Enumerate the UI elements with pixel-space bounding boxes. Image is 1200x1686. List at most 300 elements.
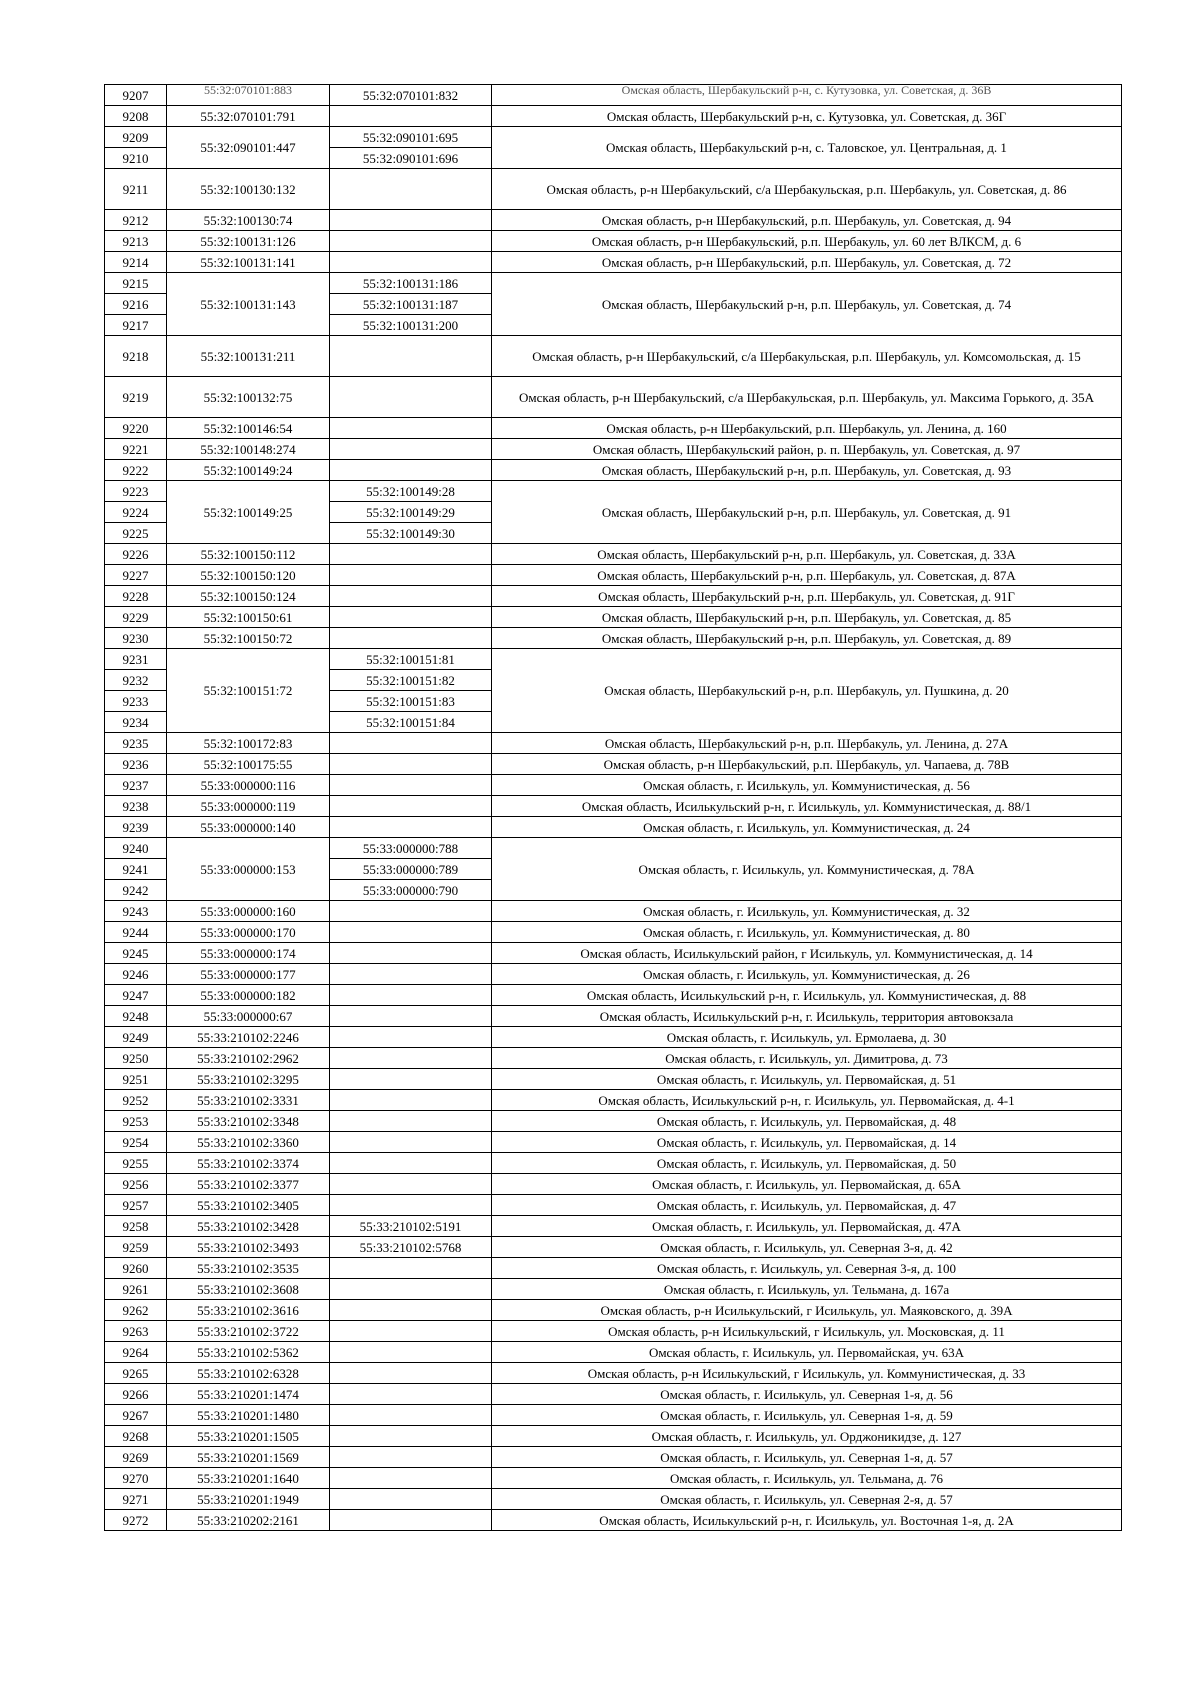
sub-cadastral-number-cell [330,1468,492,1489]
address-cell: Омская область, Шербакульский р-н, р.п. Шербакуль, ул. Советская, д. 74 [492,273,1122,336]
cadastral-number-cell: 55:32:100131:141 [167,252,330,273]
row-number-cell: 9209 [105,127,167,148]
row-number-cell: 9242 [105,880,167,901]
sub-cadastral-number-cell [330,336,492,377]
cadastral-number-cell: 55:33:000000:153 [167,838,330,901]
address-cell: Омская область, Исилькульский р-н, г. Исилькуль, территория автовокзала [492,1006,1122,1027]
address-cell: Омская область, г. Исилькуль, ул. Коммунистическая, д. 26 [492,964,1122,985]
row-number-cell: 9249 [105,1027,167,1048]
sub-cadastral-number-cell [330,922,492,943]
table-row [105,922,1122,943]
row-number-cell: 9223 [105,481,167,502]
cadastral-number-cell: 55:32:100150:124 [167,586,330,607]
cadastral-number-cell: 55:33:210102:5362 [167,1342,330,1363]
row-number-cell: 9217 [105,315,167,336]
address-cell: Омская область, Шербакульский р-н, р.п. Шербакуль, ул. Советская, д. 91 [492,481,1122,544]
row-number-cell: 9253 [105,1111,167,1132]
table-row [105,1153,1122,1174]
row-number-cell: 9225 [105,523,167,544]
row-number-cell: 9256 [105,1174,167,1195]
table-row [105,1111,1122,1132]
sub-cadastral-number-cell [330,1195,492,1216]
row-number-cell: 9235 [105,733,167,754]
cadastral-number-cell: 55:33:210102:3331 [167,1090,330,1111]
table-row [105,985,1122,1006]
sub-cadastral-number-cell [330,1006,492,1027]
cadastral-number-cell: 55:33:000000:174 [167,943,330,964]
address-cell: Омская область, р-н Шербакульский, р.п. Шербакуль, ул. Советская, д. 72 [492,252,1122,273]
address-cell: Омская область, г. Исилькуль, ул. Первомайская, д. 65А [492,1174,1122,1195]
address-cell: Омская область, р-н Шербакульский, р.п. Шербакуль, ул. Ленина, д. 160 [492,418,1122,439]
address-cell: Омская область, г. Исилькуль, ул. Коммунистическая, д. 80 [492,922,1122,943]
address-cell: Омская область, р-н Шербакульский, с/а Шербакульская, р.п. Шербакуль, ул. Советская, д. 86 [492,169,1122,210]
cadastral-number-cell: 55:32:100146:54 [167,418,330,439]
table-row [105,1468,1122,1489]
row-number-cell: 9243 [105,901,167,922]
cadastral-number-cell: 55:33:210102:3535 [167,1258,330,1279]
cadastral-number-cell: 55:33:210201:1949 [167,1489,330,1510]
row-number-cell: 9208 [105,106,167,127]
sub-cadastral-number-cell [330,1426,492,1447]
cadastral-number-cell: 55:32:090101:447 [167,127,330,169]
cadastral-number-cell: 55:33:000000:170 [167,922,330,943]
table-row [105,1174,1122,1195]
sub-cadastral-number-cell [330,1279,492,1300]
row-number-cell: 9230 [105,628,167,649]
sub-cadastral-number-cell: 55:33:210102:5768 [330,1237,492,1258]
row-number-cell: 9259 [105,1237,167,1258]
table-row [105,586,1122,607]
sub-cadastral-number-cell [330,796,492,817]
row-number-cell: 9266 [105,1384,167,1405]
cadastral-number-cell: 55:33:000000:160 [167,901,330,922]
address-cell: Омская область, Исилькульский р-н, г. Исилькуль, ул. Коммунистическая, д. 88 [492,985,1122,1006]
address-cell: Омская область, Шербакульский р-н, р.п. Шербакуль, ул. Пушкина, д. 20 [492,649,1122,733]
sub-cadastral-number-cell: 55:32:100131:186 [330,273,492,294]
row-number-cell: 9265 [105,1363,167,1384]
row-number-cell: 9240 [105,838,167,859]
row-number-cell: 9219 [105,377,167,418]
address-cell: Омская область, Шербакульский р-н, р.п. Шербакуль, ул. Советская, д. 91Г [492,586,1122,607]
table-row [105,796,1122,817]
sub-cadastral-number-cell [330,901,492,922]
table-row [105,964,1122,985]
table-row [105,607,1122,628]
sub-cadastral-number-cell: 55:33:000000:789 [330,859,492,880]
sub-cadastral-number-cell: 55:32:090101:696 [330,148,492,169]
address-cell: Омская область, г. Исилькуль, ул. Димитрова, д. 73 [492,1048,1122,1069]
row-number-cell: 9222 [105,460,167,481]
address-cell: Омская область, Исилькульский р-н, г. Исилькуль, ул. Восточная 1-я, д. 2А [492,1510,1122,1531]
address-cell: Омская область, р-н Шербакульский, с/а Шербакульская, р.п. Шербакуль, ул. Комсомольская, д. 15 [492,336,1122,377]
table-row [105,628,1122,649]
row-number-cell: 9252 [105,1090,167,1111]
address-cell: Омская область, г. Исилькуль, ул. Северная 2-я, д. 57 [492,1489,1122,1510]
row-number-cell: 9215 [105,273,167,294]
row-number-cell: 9214 [105,252,167,273]
sub-cadastral-number-cell [330,544,492,565]
table-row [105,439,1122,460]
sub-cadastral-number-cell [330,628,492,649]
cadastral-number-cell: 55:33:210201:1480 [167,1405,330,1426]
sub-cadastral-number-cell [330,943,492,964]
row-number-cell: 9212 [105,210,167,231]
table-row [105,733,1122,754]
cadastral-number-cell: 55:33:000000:67 [167,1006,330,1027]
row-number-cell: 9238 [105,796,167,817]
cadastral-number-cell: 55:33:210102:3616 [167,1300,330,1321]
sub-cadastral-number-cell [330,607,492,628]
cadastral-number-cell: 55:33:210102:2246 [167,1027,330,1048]
address-cell: Омская область, р-н Шербакульский, с/а Шербакульская, р.п. Шербакуль, ул. Максима Горького, д. 35А [492,377,1122,418]
table-row [105,649,1122,670]
row-number-cell: 9226 [105,544,167,565]
row-number-cell: 9272 [105,1510,167,1531]
sub-cadastral-number-cell [330,1363,492,1384]
sub-cadastral-number-cell: 55:32:100151:83 [330,691,492,712]
cadastral-number-cell: 55:33:210102:6328 [167,1363,330,1384]
cadastral-number-cell: 55:32:100150:120 [167,565,330,586]
cadastral-number-cell: 55:33:210201:1474 [167,1384,330,1405]
address-cell: Омская область, г. Исилькуль, ул. Тельмана, д. 76 [492,1468,1122,1489]
address-cell: Омская область, Шербакульский р-н, р.п. Шербакуль, ул. Советская, д. 93 [492,460,1122,481]
row-number-cell: 9236 [105,754,167,775]
row-number-cell: 9261 [105,1279,167,1300]
cadastral-number-cell: 55:32:070101:883 [167,85,330,106]
cadastral-number-cell: 55:32:100132:75 [167,377,330,418]
cadastral-number-cell: 55:33:210201:1640 [167,1468,330,1489]
cadastral-number-cell: 55:33:210102:3377 [167,1174,330,1195]
table-row [105,273,1122,294]
sub-cadastral-number-cell [330,1321,492,1342]
sub-cadastral-number-cell [330,586,492,607]
sub-cadastral-number-cell: 55:33:000000:790 [330,880,492,901]
cadastral-number-cell: 55:32:100172:83 [167,733,330,754]
cadastral-number-cell: 55:33:210102:3374 [167,1153,330,1174]
row-number-cell: 9262 [105,1300,167,1321]
table-row [105,169,1122,210]
row-number-cell: 9210 [105,148,167,169]
table-row [105,1132,1122,1153]
address-cell: Омская область, Шербакульский р-н, с. Таловское, ул. Центральная, д. 1 [492,127,1122,169]
sub-cadastral-number-cell [330,1258,492,1279]
sub-cadastral-number-cell: 55:32:100149:28 [330,481,492,502]
address-cell: Омская область, Исилькульский р-н, г. Исилькуль, ул. Коммунистическая, д. 88/1 [492,796,1122,817]
sub-cadastral-number-cell: 55:32:100149:30 [330,523,492,544]
table-row [105,210,1122,231]
table-row [105,1216,1122,1237]
row-number-cell: 9251 [105,1069,167,1090]
address-cell: Омская область, г. Исилькуль, ул. Первомайская, д. 14 [492,1132,1122,1153]
row-number-cell: 9258 [105,1216,167,1237]
address-cell: Омская область, г. Исилькуль, ул. Северная 1-я, д. 56 [492,1384,1122,1405]
address-cell: Омская область, Шербакульский р-н, р.п. Шербакуль, ул. Советская, д. 87А [492,565,1122,586]
address-cell: Омская область, г. Исилькуль, ул. Тельмана, д. 167а [492,1279,1122,1300]
sub-cadastral-number-cell [330,1174,492,1195]
sub-cadastral-number-cell [330,210,492,231]
address-cell: Омская область, г. Исилькуль, ул. Коммунистическая, д. 24 [492,817,1122,838]
table-row [105,565,1122,586]
address-cell: Омская область, г. Исилькуль, ул. Северная 3-я, д. 100 [492,1258,1122,1279]
table-row [105,1447,1122,1468]
row-number-cell: 9245 [105,943,167,964]
table-row [105,838,1122,859]
sub-cadastral-number-cell: 55:32:100131:187 [330,294,492,315]
sub-cadastral-number-cell [330,964,492,985]
sub-cadastral-number-cell [330,418,492,439]
cadastral-number-cell: 55:32:100148:274 [167,439,330,460]
sub-cadastral-number-cell [330,1510,492,1531]
cadastral-number-cell: 55:33:000000:182 [167,985,330,1006]
address-cell: Омская область, г. Исилькуль, ул. Первомайская, д. 50 [492,1153,1122,1174]
table-row [105,1048,1122,1069]
cadastral-number-cell: 55:32:100131:211 [167,336,330,377]
sub-cadastral-number-cell [330,377,492,418]
sub-cadastral-number-cell [330,252,492,273]
address-cell: Омская область, г. Исилькуль, ул. Первомайская, уч. 63А [492,1342,1122,1363]
cadastral-number-cell: 55:32:100130:132 [167,169,330,210]
table-row [105,901,1122,922]
cadastral-number-cell: 55:33:210102:3608 [167,1279,330,1300]
table-row [105,1027,1122,1048]
row-number-cell: 9229 [105,607,167,628]
row-number-cell: 9234 [105,712,167,733]
table-row [105,1342,1122,1363]
address-cell: Омская область, г. Исилькуль, ул. Северная 1-я, д. 57 [492,1447,1122,1468]
sub-cadastral-number-cell: 55:32:070101:832 [330,85,492,106]
row-number-cell: 9241 [105,859,167,880]
cadastral-number-cell: 55:33:000000:119 [167,796,330,817]
sub-cadastral-number-cell [330,1132,492,1153]
table-row [105,481,1122,502]
table-row [105,418,1122,439]
row-number-cell: 9270 [105,1468,167,1489]
row-number-cell: 9221 [105,439,167,460]
cadastral-number-cell: 55:33:210202:2161 [167,1510,330,1531]
row-number-cell: 9211 [105,169,167,210]
table-row [105,1363,1122,1384]
table-row [105,1300,1122,1321]
row-number-cell: 9220 [105,418,167,439]
sub-cadastral-number-cell [330,1342,492,1363]
table-row [105,85,1122,106]
cadastral-number-cell: 55:33:210102:3405 [167,1195,330,1216]
row-number-cell: 9207 [105,85,167,106]
address-cell: Омская область, Исилькульский район, г Исилькуль, ул. Коммунистическая, д. 14 [492,943,1122,964]
row-number-cell: 9239 [105,817,167,838]
sub-cadastral-number-cell: 55:32:100151:81 [330,649,492,670]
address-cell: Омская область, г. Исилькуль, ул. Ермолаева, д. 30 [492,1027,1122,1048]
sub-cadastral-number-cell [330,733,492,754]
sub-cadastral-number-cell [330,106,492,127]
table-row [105,544,1122,565]
address-cell: Омская область, г. Исилькуль, ул. Коммунистическая, д. 78А [492,838,1122,901]
register-table-body [105,85,1122,1531]
table-row [105,252,1122,273]
cadastral-number-cell: 55:33:000000:140 [167,817,330,838]
row-number-cell: 9247 [105,985,167,1006]
row-number-cell: 9237 [105,775,167,796]
table-row [105,817,1122,838]
cadastral-number-cell: 55:33:210102:3348 [167,1111,330,1132]
sub-cadastral-number-cell [330,1048,492,1069]
sub-cadastral-number-cell [330,460,492,481]
row-number-cell: 9228 [105,586,167,607]
cadastral-number-cell: 55:32:100151:72 [167,649,330,733]
row-number-cell: 9257 [105,1195,167,1216]
cadastral-number-cell: 55:33:000000:177 [167,964,330,985]
sub-cadastral-number-cell [330,1153,492,1174]
cadastral-number-cell: 55:33:210102:3722 [167,1321,330,1342]
address-cell: Омская область, г. Исилькуль, ул. Коммунистическая, д. 56 [492,775,1122,796]
row-number-cell: 9224 [105,502,167,523]
property-register-table [104,84,1122,1531]
cadastral-number-cell: 55:32:100150:72 [167,628,330,649]
row-number-cell: 9260 [105,1258,167,1279]
table-row [105,1090,1122,1111]
cadastral-number-cell: 55:33:210102:3360 [167,1132,330,1153]
table-row [105,1426,1122,1447]
address-cell: Омская область, г. Исилькуль, ул. Первомайская, д. 47А [492,1216,1122,1237]
table-row [105,754,1122,775]
sub-cadastral-number-cell [330,817,492,838]
address-cell: Омская область, г. Исилькуль, ул. Первомайская, д. 48 [492,1111,1122,1132]
cadastral-number-cell: 55:33:210102:2962 [167,1048,330,1069]
table-row [105,1069,1122,1090]
address-cell: Омская область, г. Исилькуль, ул. Северная 1-я, д. 59 [492,1405,1122,1426]
sub-cadastral-number-cell: 55:32:100151:84 [330,712,492,733]
row-number-cell: 9248 [105,1006,167,1027]
table-row [105,106,1122,127]
table-row [105,775,1122,796]
row-number-cell: 9213 [105,231,167,252]
row-number-cell: 9216 [105,294,167,315]
cadastral-number-cell: 55:32:070101:791 [167,106,330,127]
sub-cadastral-number-cell [330,169,492,210]
sub-cadastral-number-cell: 55:32:100131:200 [330,315,492,336]
address-cell: Омская область, г. Исилькуль, ул. Коммунистическая, д. 32 [492,901,1122,922]
sub-cadastral-number-cell: 55:32:100149:29 [330,502,492,523]
sub-cadastral-number-cell [330,231,492,252]
table-row [105,1195,1122,1216]
cadastral-number-cell: 55:32:100150:112 [167,544,330,565]
cadastral-number-cell: 55:32:100150:61 [167,607,330,628]
address-cell: Омская область, р-н Шербакульский, р.п. Шербакуль, ул. Чапаева, д. 78В [492,754,1122,775]
table-row [105,1510,1122,1531]
cadastral-number-cell: 55:33:000000:116 [167,775,330,796]
row-number-cell: 9233 [105,691,167,712]
cadastral-number-cell: 55:32:100175:55 [167,754,330,775]
table-row [105,1405,1122,1426]
row-number-cell: 9250 [105,1048,167,1069]
sub-cadastral-number-cell [330,775,492,796]
sub-cadastral-number-cell [330,754,492,775]
address-cell: Омская область, р-н Шербакульский, р.п. Шербакуль, ул. Советская, д. 94 [492,210,1122,231]
row-number-cell: 9263 [105,1321,167,1342]
address-cell: Омская область, Исилькульский р-н, г. Исилькуль, ул. Первомайская, д. 4-1 [492,1090,1122,1111]
row-number-cell: 9264 [105,1342,167,1363]
table-row [105,1384,1122,1405]
sub-cadastral-number-cell [330,1111,492,1132]
address-cell: Омская область, Шербакульский р-н, р.п. Шербакуль, ул. Советская, д. 33А [492,544,1122,565]
address-cell: Омская область, г. Исилькуль, ул. Первомайская, д. 51 [492,1069,1122,1090]
cadastral-number-cell: 55:33:210102:3428 [167,1216,330,1237]
address-cell: Омская область, г. Исилькуль, ул. Северная 3-я, д. 42 [492,1237,1122,1258]
row-number-cell: 9254 [105,1132,167,1153]
table-row [105,1321,1122,1342]
address-cell: Омская область, Шербакульский р-н, с. Кутузовка, ул. Советская, д. 36Г [492,106,1122,127]
row-number-cell: 9267 [105,1405,167,1426]
sub-cadastral-number-cell [330,1489,492,1510]
row-number-cell: 9232 [105,670,167,691]
sub-cadastral-number-cell [330,1090,492,1111]
cadastral-number-cell: 55:32:100131:126 [167,231,330,252]
table-row [105,336,1122,377]
table-row [105,460,1122,481]
address-cell: Омская область, Шербакульский район, р. п. Шербакуль, ул. Советская, д. 97 [492,439,1122,460]
table-row [105,377,1122,418]
row-number-cell: 9255 [105,1153,167,1174]
sub-cadastral-number-cell [330,985,492,1006]
sub-cadastral-number-cell: 55:32:100151:82 [330,670,492,691]
cadastral-number-cell: 55:32:100131:143 [167,273,330,336]
row-number-cell: 9244 [105,922,167,943]
cadastral-number-cell: 55:32:100149:25 [167,481,330,544]
row-number-cell: 9218 [105,336,167,377]
sub-cadastral-number-cell [330,1300,492,1321]
sub-cadastral-number-cell: 55:32:090101:695 [330,127,492,148]
cadastral-number-cell: 55:33:210102:3493 [167,1237,330,1258]
table-row [105,1279,1122,1300]
table-row [105,1258,1122,1279]
row-number-cell: 9269 [105,1447,167,1468]
table-row [105,127,1122,148]
address-cell: Омская область, р-н Шербакульский, р.п. Шербакуль, ул. 60 лет ВЛКСМ, д. 6 [492,231,1122,252]
row-number-cell: 9271 [105,1489,167,1510]
address-cell: Омская область, Шербакульский р-н, р.п. Шербакуль, ул. Советская, д. 85 [492,607,1122,628]
address-cell: Омская область, г. Исилькуль, ул. Первомайская, д. 47 [492,1195,1122,1216]
cadastral-number-cell: 55:32:100130:74 [167,210,330,231]
table-row [105,1489,1122,1510]
sub-cadastral-number-cell [330,1447,492,1468]
sub-cadastral-number-cell [330,1405,492,1426]
table-row [105,943,1122,964]
sub-cadastral-number-cell [330,1384,492,1405]
table-row [105,231,1122,252]
sub-cadastral-number-cell [330,565,492,586]
sub-cadastral-number-cell [330,1069,492,1090]
cadastral-number-cell: 55:33:210201:1569 [167,1447,330,1468]
row-number-cell: 9246 [105,964,167,985]
address-cell: Омская область, Шербакульский р-н, с. Кутузовка, ул. Советская, д. 36В [492,85,1122,106]
address-cell: Омская область, р-н Исилькульский, г Исилькуль, ул. Коммунистическая, д. 33 [492,1363,1122,1384]
row-number-cell: 9227 [105,565,167,586]
cadastral-number-cell: 55:33:210201:1505 [167,1426,330,1447]
sub-cadastral-number-cell [330,1027,492,1048]
cadastral-number-cell: 55:33:210102:3295 [167,1069,330,1090]
address-cell: Омская область, г. Исилькуль, ул. Орджоникидзе, д. 127 [492,1426,1122,1447]
address-cell: Омская область, р-н Исилькульский, г Исилькуль, ул. Маяковского, д. 39А [492,1300,1122,1321]
table-row [105,1237,1122,1258]
table-row [105,1006,1122,1027]
address-cell: Омская область, р-н Исилькульский, г Исилькуль, ул. Московская, д. 11 [492,1321,1122,1342]
row-number-cell: 9231 [105,649,167,670]
address-cell: Омская область, Шербакульский р-н, р.п. Шербакуль, ул. Советская, д. 89 [492,628,1122,649]
address-cell: Омская область, Шербакульский р-н, р.п. Шербакуль, ул. Ленина, д. 27А [492,733,1122,754]
cadastral-number-cell: 55:32:100149:24 [167,460,330,481]
sub-cadastral-number-cell [330,439,492,460]
sub-cadastral-number-cell: 55:33:000000:788 [330,838,492,859]
